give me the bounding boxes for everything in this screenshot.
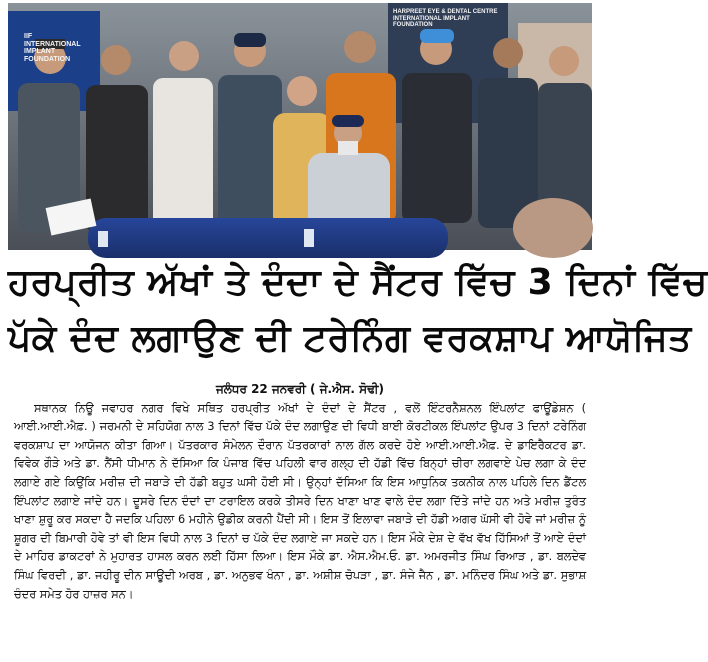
dateline: ਜਲੰਧਰ 22 ਜਨਵਰੀ ( ਜੇ.ਐਸ. ਸੋਢੀ) [215,382,385,396]
headline-line-2: ਪੱਕੇ ਦੰਦ ਲਗਾਉਣ ਦੀ ਟਰੇਨਿੰਗ ਵਰਕਸ਼ਾਪ ਆਯੋਜਿਤ [8,318,692,359]
news-photo [8,3,592,250]
table [88,218,448,258]
article-body [14,380,586,604]
right-banner-text: HARPREET EYE & DENTAL CENTRE INTERNATIONAL IMPLANT FOUNDATION [393,9,498,29]
article-text: ਸਥਾਨਕ ਨਿਊ ਜਵਾਹਰ ਨਗਰ ਵਿਖੇ ਸਥਿਤ ਹਰਪ੍ਰੀਤ ਅੱਖਾਂ ਦੇ ਦੰਦਾਂ ਦੇ ਸੈਂਟਰ , ਵਲੋਂ ਇੰਟਰਨੈਸ਼ਨਲ ਇੰਪਲਾਂਟ ਫਾਊਂਡੇਸ਼ਨ ( ਆਈ.ਆਈ.ਐਫ਼. ) ਜਰਮਨੀ ਦੇ ਸਹਿਯੋਗ ਨਾਲ 3 ਦਿਨਾਂ ਵਿੱਚ ਪੱਕੇ ਦੰਦ ਲਗਾਉਣ ਦੀ ਵਿਧੀ ਬਾਈ ਕੋਰਟੀਕਲ ਇੰਪਲਾਂਟ ਉਪਰ 3 ਦਿਨਾਂ ਟਰੇਨਿੰਗ ਵਰਕਸ਼ਾਪ ਦਾ ਆਯੋਜਨ ਕੀਤਾ ਗਿਆ। ਪੱਤਰਕਾਰ ਸੰਮੇਲਨ ਦੌਰਾਨ ਪੱਤਰਕਾਰਾਂ ਨਾਲ ਗੱਲ ਕਰਦੇ ਹੋਏ ਆਈ.ਆਈ.ਐਫ਼. ਦੇ ਡਾਇਰੈਕਟਰ ਡਾ. ਵਿਵੇਕ ਗੌੜੇ ਅਤੇ ਡਾ. ਨੈਂਸੀ ਧੀਮਾਨ ਨੇ ਦੱਸਿਆ ਕਿ ਪੰਜਾਬ ਵਿੱਚ ਪਹਿਲੀ ਵਾਰ ਗਲ੍ਹ ਦੀ ਹੱਡੀ ਵਿੱਚ ਬਿਨ੍ਹਾਂ ਚੀਰਾ ਲਗਵਾਏ ਪੇਚ ਲਗਾ ਕੇ ਦੰਦ ਲਗਾਏ ਗਏ ਕਿਉਂਕਿ ਮਰੀਜ਼ ਦੀ ਜਬਾੜੇ ਦੀ ਹੱਡੀ ਬਹੁਤ ਘਸੀ ਹੋਈ ਸੀ। ਉਨ੍ਹਾਂ ਦੱਸਿਆ ਕਿ ਇਸ ਆਧੁਨਿਕ ਤਕਨੀਕ ਨਾਲ ਪਹਿਲੇ ਦਿਨ ਡੈਂਟਲ ਇੰਪਲਾਂਟ ਲਗਾਏ ਜਾਂਦੇ ਹਨ। ਦੂਸਰੇ ਦਿਨ ਦੰਦਾਂ ਦਾ ਟਰਾਇਲ ਕਰਕੇ ਤੀਸਰੇ ਦਿਨ ਖਾਣਾ ਖਾਣ ਵਾਲੇ ਦੰਦ ਲਗਾ ਦਿੱਤੇ ਜਾਂਦੇ ਹਨ ਅਤੇ ਮਰੀਜ਼ ਤੁਰੰਤ ਖਾਣਾ ਸ਼ੁਰੂ ਕਰ ਸਕਦਾ ਹੈ ਜਦਕਿ ਪਹਿਲਾ 6 ਮਹੀਨੇ ਉਡੀਕ ਕਰਨੀ ਪੈਂਦੀ ਸੀ। ਇਸ ਤੋਂ ਇਲਾਵਾ ਜਬਾੜੇ ਦੀ ਹੱਡੀ ਅਗਰ ਘੱਸੀ ਵੀ ਹੋਵੇ ਜਾਂ ਮਰੀਜ਼ ਨੂੰ ਸ਼ੂਗਰ ਦੀ ਬਿਮਾਰੀ ਹੋਵੇ ਤਾਂ ਵੀ ਇਸ ਵਿਧੀ ਨਾਲ 3 ਦਿਨਾਂ ਚ ਪੱਕੇ ਦੰਦ ਲਗਾਏ ਜਾ ਸਕਦੇ ਹਨ। ਇਸ ਮੌਕੇ ਦੇਸ਼ ਦੇ ਵੱਖ ਵੱਖ ਹਿੱਸਿਆਂ ਤੋਂ ਆਏ ਦੰਦਾਂ ਦੇ ਮਾਹਿਰ ਡਾਕਟਰਾਂ ਨੇ ਮੁਹਾਰਤ ਹਾਸਲ ਕਰਨ ਲਈ ਹਿੱਸਾ ਲਿਆ। ਇਸ ਮੌਕੇ ਡਾ. ਐਸ.ਐਮ.ਓ. ਡਾ. ਅਮਰਜੀਤ ਸਿੰਘ ਰਿਆੜ , ਡਾ. ਬਲਦੇਵ ਸਿੰਘ ਵਿਰਦੀ , ਡਾ. ਜਹੀਰੂ ਦੀਨ ਸਾਊਦੀ ਅਰਬ , ਡਾ. ਅਨੁਭਵ ਖੰਨਾ , ਡਾ. ਅਸ਼ੀਸ਼ ਚੋਪੜਾ , ਡਾ. ਸੰਜੇ ਜੈਨ , ਡਾ. ਮਨਿੰਦਰ ਸਿੰਘ ਅਤੇ ਡਾ. ਸੁਭਾਸ਼ ਚੰਦਰ ਸਮੇਤ ਹੋਰ ਹਾਜ਼ਰ ਸਨ। [14,401,586,601]
headline-line-1: ਹਰਪ੍ਰੀਤ ਅੱਖਾਂ ਤੇ ਦੰਦਾ ਦੇ ਸੈਂਟਰ ਵਿੱਚ 3 ਦਿਨਾਂ ਵਿੱਚ [8,262,708,303]
left-banner-text: IIF INTERNATIONAL IMPLANT FOUNDATION [24,33,81,64]
group-photo-illustration [8,3,592,250]
